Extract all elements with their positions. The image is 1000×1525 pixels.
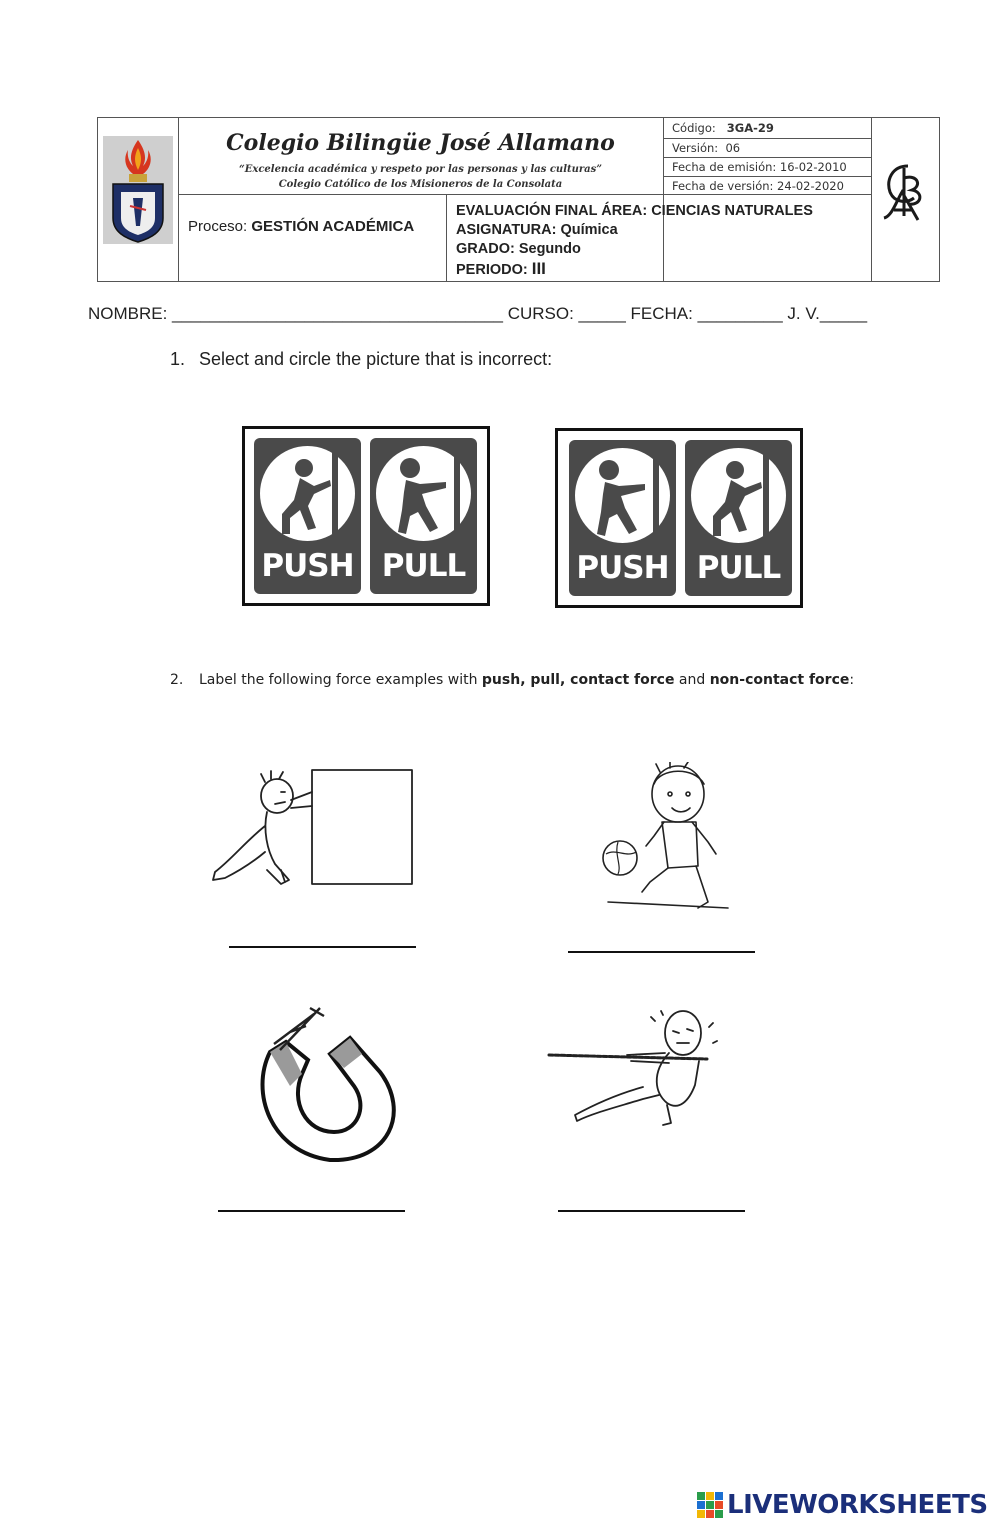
answer-line-2[interactable] <box>568 951 755 953</box>
document-header <box>97 117 940 282</box>
pull-label: PULL <box>381 548 466 584</box>
magnet-illustration <box>250 1002 405 1167</box>
liveworksheets-text: LIVEWORKSHEETS <box>727 1490 988 1520</box>
answer-line-4[interactable] <box>558 1210 745 1212</box>
codigo-cell <box>668 121 868 135</box>
person-pulling-icon <box>376 446 471 541</box>
question-2-and: and <box>674 672 710 688</box>
pull-panel <box>685 440 792 596</box>
answer-line-3[interactable] <box>218 1210 405 1212</box>
header-divider <box>663 176 871 177</box>
pushing-box-illustration <box>205 762 420 892</box>
header-divider <box>178 194 871 195</box>
question-2-bold-term: non-contact force <box>709 672 850 688</box>
proceso-label: Proceso: <box>188 218 248 235</box>
period <box>456 259 813 280</box>
proceso <box>188 218 414 235</box>
pulling-rope-illustration <box>547 1003 727 1128</box>
pull-label: PULL <box>696 550 781 586</box>
question-1-text: Select and circle the picture that is incorrect: <box>199 349 553 369</box>
period-label: PERIODO: <box>456 262 528 278</box>
version-value: 06 <box>725 141 741 155</box>
question-1 <box>170 349 552 370</box>
codigo-value: 3GA-29 <box>726 121 774 135</box>
push-pull-picture-a[interactable] <box>242 426 490 606</box>
push-label: PUSH <box>576 550 669 586</box>
codigo-label: Código: <box>672 121 716 135</box>
question-2-colon: : <box>849 672 855 688</box>
question-1-number: 1. <box>170 349 186 369</box>
school-subtitle: Colegio Católico de los Misioneros de la Consolata <box>278 179 563 190</box>
person-pulling-icon <box>575 448 670 543</box>
header-divider <box>663 157 871 158</box>
school-crest-logo <box>103 136 173 244</box>
question-2 <box>170 672 854 688</box>
liveworksheets-logo[interactable] <box>697 1490 988 1520</box>
push-pull-picture-b[interactable] <box>555 428 803 608</box>
proceso-value: GESTIÓN ACADÉMICA <box>251 218 415 235</box>
version-label: Versión: <box>672 141 719 155</box>
pull-panel <box>370 438 477 594</box>
monogram-logo <box>878 158 933 228</box>
period-value: III <box>531 259 546 278</box>
person-pushing-icon <box>691 448 786 543</box>
person-pushing-icon <box>260 446 355 541</box>
school-motto: “Excelencia académica y respeto por las personas y las culturas” <box>238 164 603 175</box>
student-info-line: NOMBRE: ___________________________________ CURSO: _____ FECHA: _________ J. V._____ <box>88 304 868 323</box>
evaluation-info <box>456 202 813 280</box>
fecha-version: Fecha de versión: 24-02-2020 <box>672 179 844 193</box>
header-divider <box>871 118 872 281</box>
grade: GRADO: Segundo <box>456 241 581 257</box>
answer-line-1[interactable] <box>229 946 416 948</box>
push-panel <box>254 438 361 594</box>
school-name: Colegio Bilingüe José Allamano <box>226 130 615 156</box>
question-2-bold-terms: push, pull, contact force <box>481 672 675 688</box>
boy-kicking-ball-illustration <box>598 762 733 917</box>
question-2-text: Label the following force examples with <box>199 672 482 688</box>
header-divider <box>446 194 447 281</box>
header-divider <box>663 138 871 139</box>
push-label: PUSH <box>261 548 354 584</box>
liveworksheets-icon <box>697 1492 723 1518</box>
evaluation-title: EVALUACIÓN FINAL ÁREA: CIENCIAS NATURALES <box>456 203 813 219</box>
version-cell <box>668 141 868 155</box>
fecha-emision: Fecha de emisión: 16-02-2010 <box>672 160 847 174</box>
subject: ASIGNATURA: Química <box>456 222 618 238</box>
question-2-number: 2. <box>170 672 184 688</box>
push-panel <box>569 440 676 596</box>
